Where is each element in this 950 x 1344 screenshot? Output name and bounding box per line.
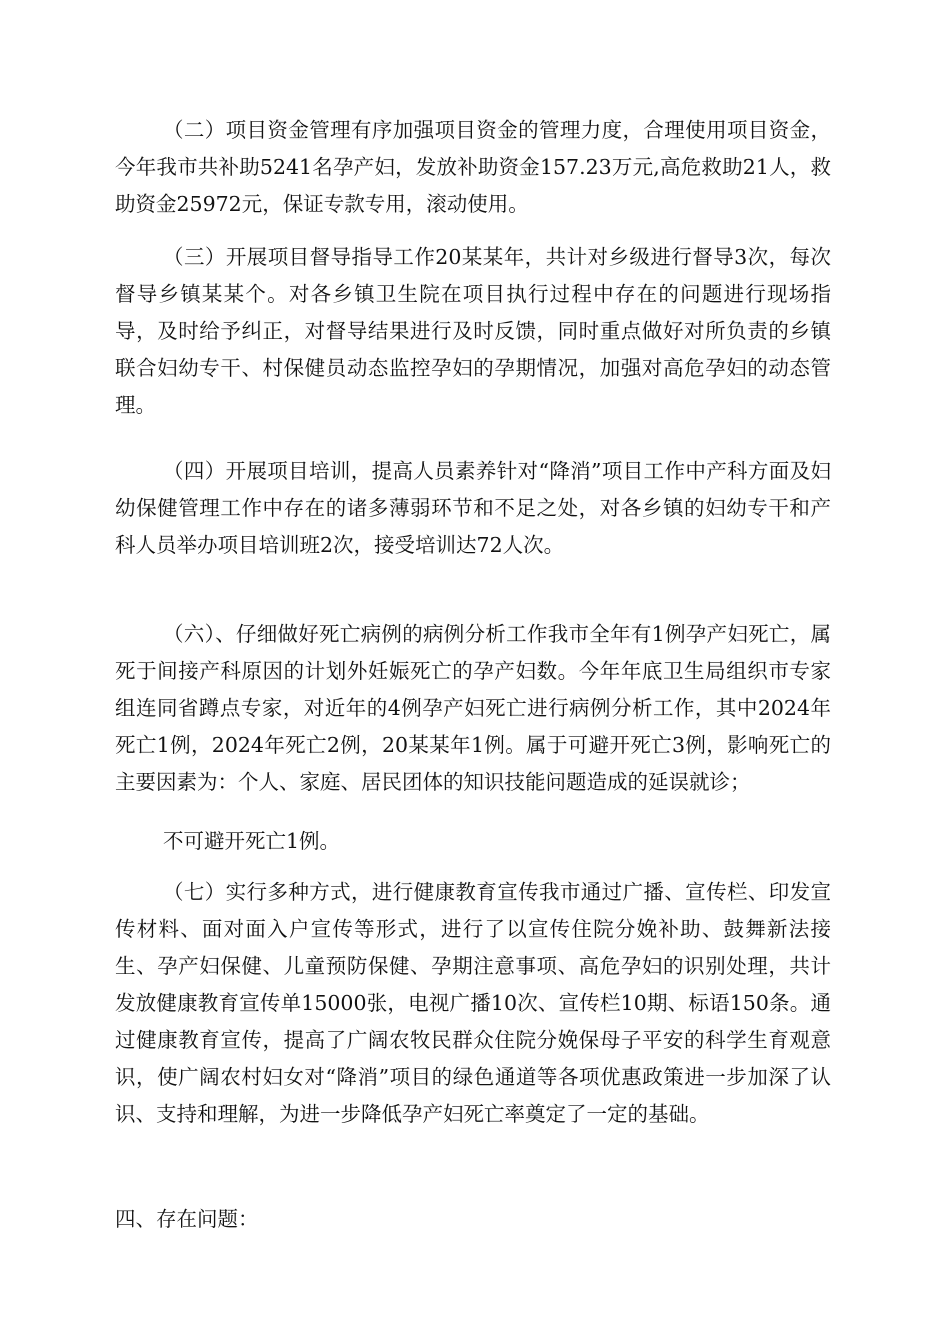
paragraph-health-education: （七）实行多种方式，进行健康教育宣传我市通过广播、宣传栏、印发宣传材料、面对面入户宣传等形式，进行了以宣传住院分娩补助、鼓舞新法接生、孕产妇保健、儿童预防保健、孕期注意事项、高危孕妇的识别处理，共计发放健康教育宣传单15000张，电视广播10次、宣传栏10期、标语150条。通过健康教育宣传，提高了广阔农牧民群众住院分娩保母子平安的科学生育观意识，使广阔农村妇女对“降消”项目的绿色通道等各项优惠政策进一步加深了认识、支持和理解，为进一步降低孕产妇死亡率奠定了一定的基础。 xyxy=(115,880,831,1126)
section-heading-problems: 四、存在问题： xyxy=(115,1207,259,1231)
paragraph-training: （四）开展项目培训，提高人员素养针对“降消”项目工作中产科方面及妇幼保健管理工作中存在的诸多薄弱环节和不足之处，对各乡镇的妇幼专干和产科人员举办项目培训班2次，接受培训达72人次。 xyxy=(115,459,831,557)
paragraph-funds-management: （二）项目资金管理有序加强项目资金的管理力度，合理使用项目资金，今年我市共补助5241名孕产妇，发放补助资金157.23万元,高危救助21人，救助资金25972元，保证专款专用，滚动使用。 xyxy=(115,118,831,216)
paragraph-unavoidable-death: 不可避开死亡1例。 xyxy=(163,829,341,853)
paragraph-supervision: （三）开展项目督导指导工作20某某年，共计对乡级进行督导3次，每次督导乡镇某某个。对各乡镇卫生院在项目执行过程中存在的问题进行现场指导，及时给予纠正，对督导结果进行及时反馈，同时重点做好对所负责的乡镇联合妇幼专干、村保健员动态监控孕妇的孕期情况，加强对高危孕妇的动态管理。 xyxy=(115,245,831,417)
paragraph-death-case-analysis: （六）、仔细做好死亡病例的病例分析工作我市全年有1例孕产妇死亡，属死于间接产科原因的计划外妊娠死亡的孕产妇数。今年年底卫生局组织市专家组连同省蹲点专家，对近年的4例孕产妇死亡进行病例分析工作，其中2024年死亡1例，2024年死亡2例，20某某年1例。属于可避开死亡3例，影响死亡的主要因素为：个人、家庭、居民团体的知识技能问题造成的延误就诊； xyxy=(115,622,831,794)
